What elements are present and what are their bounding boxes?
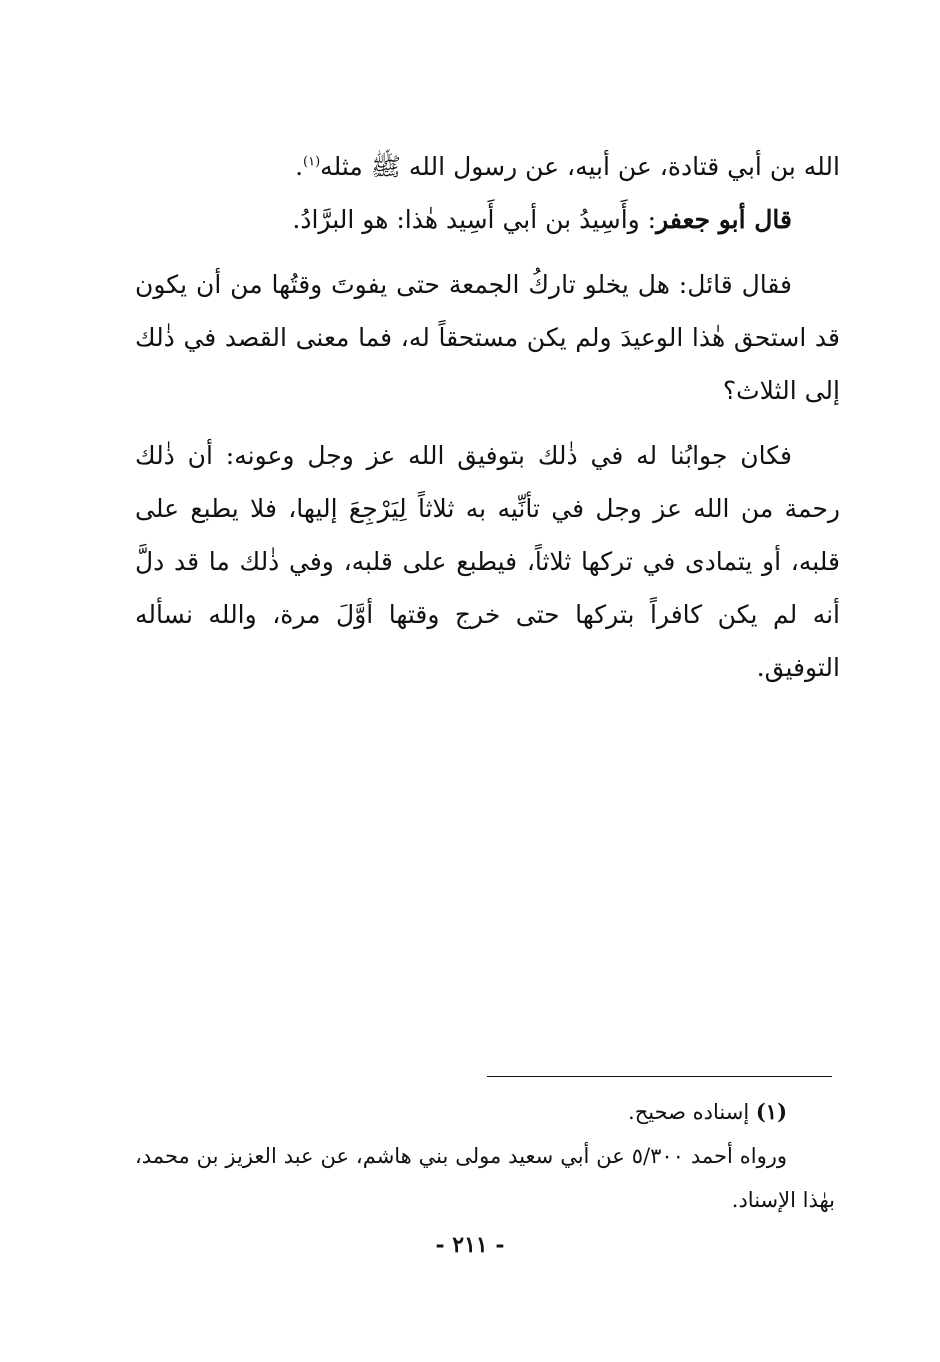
footnote-text: إسناده صحيح. xyxy=(628,1100,756,1124)
page-number: - ٢١١ - xyxy=(435,1232,505,1258)
paragraph-abu-jafar xyxy=(135,193,840,246)
footnote-reference: (١) xyxy=(303,154,321,170)
speaker-label: قال أبو جعفر xyxy=(656,205,792,234)
footnote-number: (١) xyxy=(755,1099,787,1124)
text-span: الله بن أبي قتادة، عن أبيه، عن رسول الله ﷺ مثله xyxy=(320,152,840,181)
text-line-continuation xyxy=(135,140,840,193)
main-text xyxy=(135,140,840,694)
footnotes-section xyxy=(135,1090,835,1222)
paragraph-question: فقال قائل: هل يخلو تاركُ الجمعة حتى يفوتَ وقتُها من أن يكون قد استحق هٰذا الوعيدَ ولم يكن مستحقاً له، فما معنى القصد في ذٰلك إلى الثلاث؟ xyxy=(135,270,840,405)
text-span-end: . xyxy=(295,152,304,181)
footnote-divider xyxy=(487,1076,832,1077)
footnote-1 xyxy=(135,1090,835,1134)
footnote-1-continued: ورواه أحمد ٥/٣٠٠ عن أبي سعيد مولى بني هاشم، عن عبد العزيز بن محمد، بهٰذا الإسناد. xyxy=(135,1144,835,1212)
paragraph-text: : وأَسِيدُ بن أبي أَسِيد هٰذا: هو البرَّادُ. xyxy=(292,205,657,234)
paragraph-answer: فكان جوابُنا له في ذٰلك بتوفيق الله عز وجل وعونه: أن ذٰلك رحمة من الله عز وجل في تأنِّيه به ثلاثاً لِيَرْجِعَ إليها، فلا يطبع على قلبه، أو يتمادى في تركها ثلاثاً، فيطبع على قلبه، وفي ذٰلك ما قد دلَّ أنه لم يكن كافراً بتركها حتى خرج وقتها أوَّلَ مرة، والله نسأله التوفيق. xyxy=(135,441,840,682)
